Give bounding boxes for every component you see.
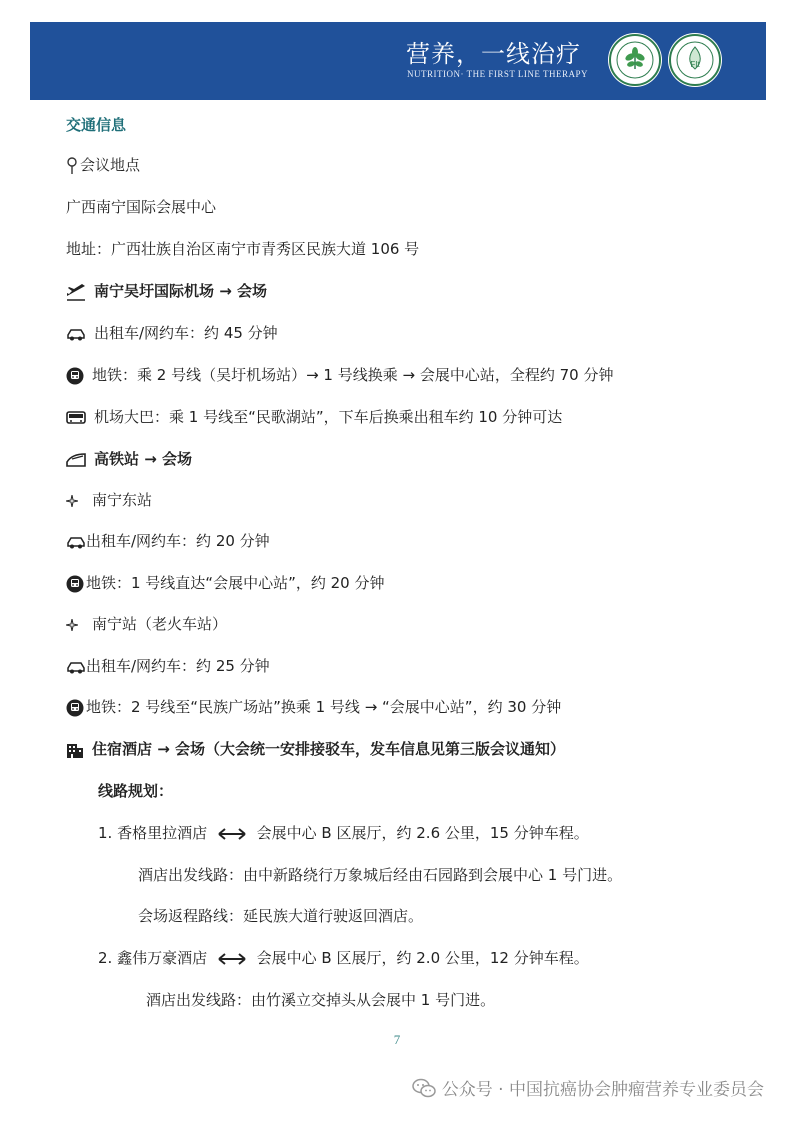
- hotel1-depart: 酒店出发线路：由中新路绕行万象城后经由石园路到会展中心 1 号门进。: [138, 866, 623, 884]
- east-taxi: 出租车/网约车：约 20 分钟: [86, 532, 270, 550]
- old-station-row: [66, 613, 227, 634]
- fit-logo-text: FIt: [690, 60, 700, 69]
- car-icon: [66, 535, 86, 549]
- airport-metro: 地铁：乘 2 号线（吴圩机场站）→ 1 号线换乘 → 会展中心站，全程约 70 分钟: [92, 366, 614, 384]
- route-title: 线路规划：: [98, 782, 174, 800]
- metro-icon: [66, 699, 84, 717]
- east-station: 南宁东站: [92, 491, 153, 509]
- header-title: 营养，一线治疗: [406, 40, 581, 68]
- old-taxi-row: [66, 655, 270, 676]
- metro-icon: [66, 367, 84, 385]
- header-subtitle: NUTRITION· THE FIRST LINE THERAPY: [407, 69, 588, 79]
- fit-logo: [668, 33, 722, 87]
- hotel2-row: [98, 947, 589, 968]
- east-taxi-row: [66, 530, 270, 551]
- old-taxi: 出租车/网约车：约 25 分钟: [86, 657, 270, 675]
- venue-address: 地址：广西壮族自治区南宁市青秀区民族大道 106 号: [66, 240, 420, 258]
- old-station: 南宁站（老火车站）: [92, 615, 228, 633]
- hotel2-depart: 酒店出发线路：由竹溪立交掉头从会展中 1 号门进。: [146, 991, 496, 1009]
- wechat-icon: [412, 1078, 436, 1103]
- hotel-icon: [66, 741, 84, 759]
- airport-bus-row: [66, 406, 562, 427]
- hotel1-name: 1. 香格里拉酒店: [98, 824, 208, 842]
- hotel2-name: 2. 鑫伟万豪酒店: [98, 949, 208, 967]
- airport-metro-row: [66, 364, 613, 385]
- hotel1-destination: 会展中心 B 区展厅，约 2.6 公里，15 分钟车程。: [256, 824, 589, 842]
- old-metro-row: [66, 696, 561, 717]
- venue-label: 会议地点: [80, 156, 141, 174]
- sparkle-icon: [66, 495, 78, 507]
- airplane-icon: [66, 283, 86, 301]
- double-arrow-icon: [218, 828, 246, 840]
- footer-text: 公众号 · 中国抗癌协会肿瘤营养专业委员会: [441, 1080, 764, 1100]
- rail-heading: 高铁站 → 会场: [94, 450, 193, 468]
- hotel1-row: [98, 822, 589, 843]
- car-icon: [66, 327, 86, 341]
- hotel-heading: 住宿酒店 → 会场（大会统一安排接驳车，发车信息见第三版会议通知）: [92, 740, 566, 758]
- east-station-row: [66, 489, 152, 510]
- bus-icon: [66, 411, 86, 425]
- rail-heading-row: [66, 448, 192, 469]
- sparkle-icon: [66, 619, 78, 631]
- east-metro-row: [66, 572, 384, 593]
- section-title: 交通信息: [66, 116, 127, 134]
- hotel-heading-row: [66, 738, 565, 759]
- footer-watermark: [412, 1075, 764, 1103]
- hotel1-return: 会场返程路线：延民族大道行驶返回酒店。: [138, 907, 424, 925]
- airport-taxi: 出租车/网约车：约 45 分钟: [94, 324, 278, 342]
- metro-icon: [66, 575, 84, 593]
- train-icon: [66, 453, 86, 467]
- header-banner: [30, 22, 766, 100]
- old-metro: 地铁：2 号线至“民族广场站”换乘 1 号线 → “会展中心站”，约 30 分钟: [86, 698, 562, 716]
- hotel2-destination: 会展中心 B 区展厅，约 2.0 公里，12 分钟车程。: [256, 949, 589, 967]
- double-arrow-icon: [218, 953, 246, 965]
- location-pin-icon: [66, 157, 78, 175]
- east-metro: 地铁：1 号线直达“会展中心站”，约 20 分钟: [86, 574, 385, 592]
- airport-heading-row: [66, 280, 267, 301]
- car-icon: [66, 660, 86, 674]
- venue-name: 广西南宁国际会展中心: [66, 198, 217, 216]
- airport-bus: 机场大巴：乘 1 号线至“民歌湖站”，下车后换乘出租车约 10 分钟可达: [94, 408, 563, 426]
- venue-label-row: [66, 154, 140, 175]
- airport-taxi-row: [66, 322, 278, 343]
- airport-heading: 南宁吴圩国际机场 → 会场: [94, 282, 268, 300]
- page-number: 7: [393, 1032, 401, 1047]
- society-logo: [608, 33, 662, 87]
